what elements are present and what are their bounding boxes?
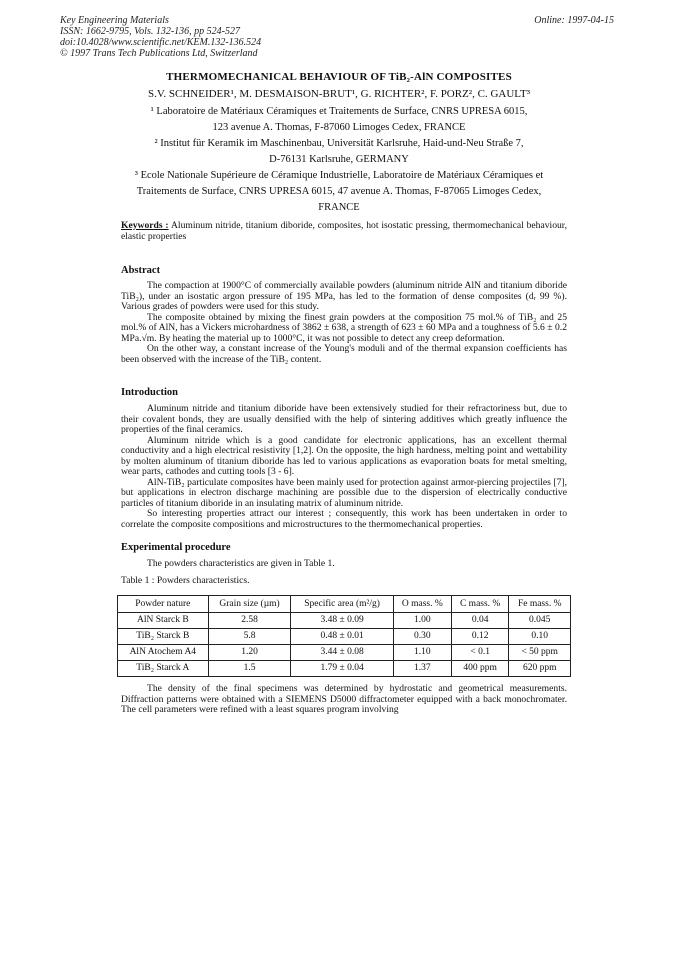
experimental-heading: Experimental procedure — [121, 542, 231, 553]
table-cell: 1.10 — [393, 645, 451, 661]
table-cell: 1.00 — [393, 613, 451, 629]
table-cell: AlN Starck B — [118, 613, 209, 629]
affiliation-line: ¹ Laboratoire de Matériaux Céramiques et Traitements de Surface, CNRS UPRESA 6015, — [150, 106, 528, 117]
table-cell: 3.48 ± 0.09 — [291, 613, 393, 629]
table-caption: Table 1 : Powders characteristics. — [121, 575, 250, 586]
table-cell: 0.30 — [393, 629, 451, 645]
table-cell: < 0.1 — [451, 645, 509, 661]
experimental-continuation — [121, 684, 567, 716]
affiliation-line: 123 avenue A. Thomas, F-87060 Limoges Cedex, FRANCE — [212, 122, 466, 133]
table-cell: 0.12 — [451, 629, 509, 645]
experimental-intro — [121, 559, 567, 570]
table-header-cell: Powder nature — [118, 596, 209, 613]
table-cell: 1.20 — [208, 645, 291, 661]
affiliation-line: ² Institut für Keramik im Maschinenbau, Universität Karlsruhe, Haid-und-Neu Straße 7, — [154, 138, 524, 149]
introduction-paragraph: AlN-TiB₂ particulate composites have been mainly used for protection against armor-piercing projectiles [7], but applications in electron discharge machining are possible due to the dispersion of electrically conductive particles of titanium diboride in an insulating matrix of aluminum nitride. — [121, 476, 567, 509]
table-row — [118, 629, 571, 645]
abstract-paragraph: The composite obtained by mixing the finest grain powders at the composition 75 mol.% of TiB₂ and 25 mol.% of AlN, has a Vickers microhardness of 3862 ± 638, a strength of 623 ± 60 MPa and a toughness of 5.6 ± 0.2 MPa.√m. By heating the material up to 1000°C, it was not possible to detect any creep deformation. — [121, 311, 567, 344]
experimental-paragraph: The powders characteristics are given in Table 1. — [147, 558, 335, 569]
table-cell: 400 ppm — [451, 661, 509, 677]
table-cell: 2.58 — [208, 613, 291, 629]
table-cell: 620 ppm — [509, 661, 571, 677]
keywords-label: Keywords : — [121, 220, 169, 231]
table-cell: 1.79 ± 0.04 — [291, 661, 393, 677]
table-header-row — [118, 596, 571, 613]
journal-header — [60, 15, 390, 59]
table-cell: 5.8 — [208, 629, 291, 645]
paper-title: THERMOMECHANICAL BEHAVIOUR OF TiB₂-AlN COMPOSITES — [166, 71, 512, 83]
abstract-body — [121, 281, 567, 365]
table-header-cell: O mass. % — [393, 596, 451, 613]
abstract-paragraph: The compaction at 1900°C of commercially available powders (aluminum nitride AlN and titanium diboride TiB₂), under an isostatic argon pressure of 195 MPa, has led to the formation of dense composites (dᵣ 99 %). Various grades of powders were used for this study. — [121, 280, 567, 312]
table-cell: 0.10 — [509, 629, 571, 645]
keywords — [121, 221, 567, 242]
table-row — [118, 613, 571, 629]
table-row — [118, 645, 571, 661]
table-header-cell: Specific area (m²/g) — [291, 596, 393, 613]
affiliation-line: Traitements de Surface, CNRS UPRESA 6015, 47 avenue A. Thomas, F-87065 Limoges Cedex, — [136, 186, 542, 197]
table-header-cell: Grain size (µm) — [208, 596, 291, 613]
affiliation-line: D-76131 Karlsruhe, GERMANY — [269, 154, 409, 165]
doi-line: doi:10.4028/www.scientific.net/KEM.132-136.524 — [60, 37, 262, 48]
table-header-cell: C mass. % — [451, 596, 509, 613]
author-list: S.V. SCHNEIDER¹, M. DESMAISON-BRUT¹, G. RICHTER², F. PORZ², C. GAULT³ — [147, 88, 530, 100]
table-cell: 0.48 ± 0.01 — [291, 629, 393, 645]
introduction-body — [121, 404, 567, 530]
copyright-line: © 1997 Trans Tech Publications Ltd, Switzerland — [60, 48, 258, 59]
table-row — [118, 661, 571, 677]
table-cell: 3.44 ± 0.08 — [291, 645, 393, 661]
table-header-cell: Fe mass. % — [509, 596, 571, 613]
issn-line: ISSN: 1662-9795, Vols. 132-136, pp 524-527 — [60, 26, 240, 37]
powders-table — [117, 595, 571, 677]
introduction-paragraph: So interesting properties attract our interest ; consequently, this work has been undertaken in order to correlate the composite compositions and microstructures to the thermomechanical properties. — [121, 508, 567, 530]
journal-name: Key Engineering Materials — [60, 15, 169, 26]
table-cell: 1.5 — [208, 661, 291, 677]
experimental-paragraph: The density of the final specimens was determined by hydrostatic and geometrical measurements. Diffraction patterns were obtained with a SIEMENS D5000 diffractometer equipped with a back monochromater. The cell parameters were refined with a least squares program involving — [121, 683, 567, 715]
table-cell: AlN Atochem A4 — [118, 645, 209, 661]
affiliation-line: ³ Ecole Nationale Supérieure de Céramique Industrielle, Laboratoire de Matériaux Céramiques et — [134, 170, 544, 181]
introduction-paragraph: Aluminum nitride and titanium diboride have been extensively studied for their refractoriness but, due to their covalent bonds, they are usually densified with the help of sintering additives which greatly influence the properties of the final ceramics. — [121, 403, 567, 435]
keywords-text: Aluminum nitride, titanium diboride, composites, hot isostatic pressing, thermomechanical behaviour, elastic properties — [121, 220, 567, 242]
table-cell: TiB₂ Starck A — [118, 661, 209, 677]
table-cell: 0.045 — [509, 613, 571, 629]
abstract-paragraph: On the other way, a constant increase of the Young's moduli and of the thermal expansion coefficients has been observed with the increase of the TiB₂ content. — [121, 343, 567, 365]
table-cell: 0.04 — [451, 613, 509, 629]
introduction-heading: Introduction — [121, 387, 178, 398]
online-date: Online: 1997-04-15 — [534, 15, 614, 26]
abstract-heading: Abstract — [121, 265, 161, 276]
table-cell: < 50 ppm — [509, 645, 571, 661]
affiliations — [0, 104, 678, 216]
introduction-paragraph: Aluminum nitride which is a good candidate for electronic applications, has an excellent thermal conductivity and a high electrical resistivity [1,2]. On the opposite, the high hardness, melting point and wettability by molten aluminum of titanium diboride has led to various applications as evaporation boats for metal smelting, wear parts, cathodes and cutting tools [3 - 6]. — [121, 434, 567, 477]
table-cell: 1.37 — [393, 661, 451, 677]
affiliation-line: FRANCE — [318, 202, 360, 213]
table-cell: TiB₂ Starck B — [118, 629, 209, 645]
